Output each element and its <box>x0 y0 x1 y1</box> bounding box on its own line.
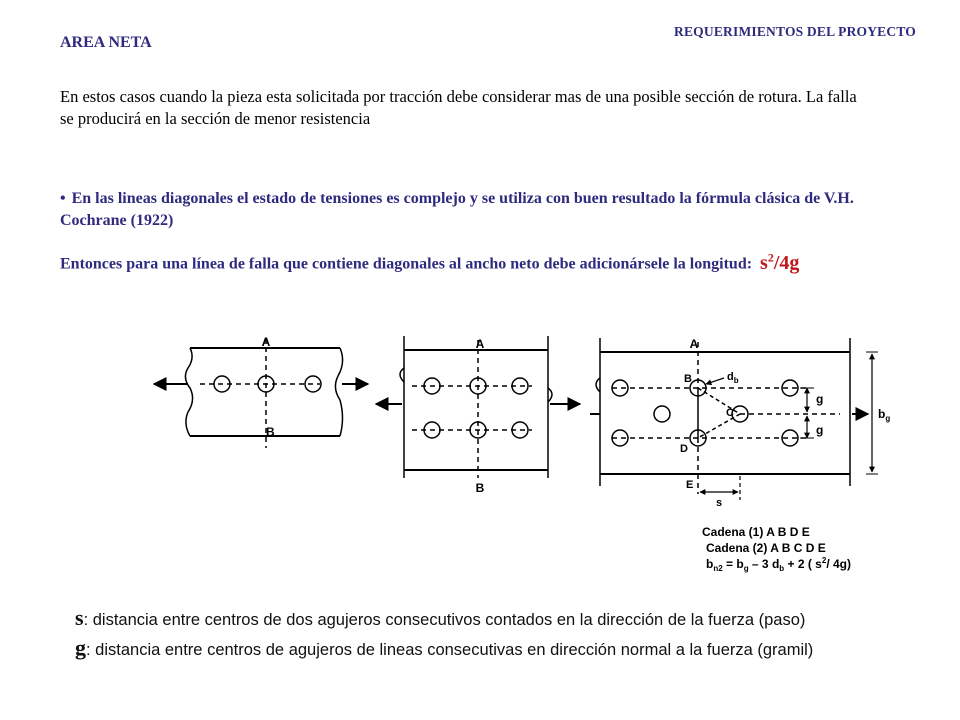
fig2-label-a: A <box>475 337 485 351</box>
fig3-label-a: A <box>689 337 699 351</box>
bullet-text: En las lineas diagonales el estado de tensiones es complejo y se utiliza con buen resultado la fórmula clásica de V.H. Cochrane (1922) <box>60 190 854 229</box>
definition-s-text: : distancia entre centros de dos agujeros consecutivos contados en la dirección de la fuerza (paso) <box>83 611 806 629</box>
formula-intro-text: Entonces para una línea de falla que contiene diagonales al ancho neto debe adicionársele la longitud: <box>60 255 753 273</box>
fig1-label-b: B <box>266 425 275 439</box>
fig2-label-b: B <box>475 481 485 495</box>
cochrane-formula <box>760 252 799 274</box>
fig3-label-bg: $b_g$ <box>878 407 890 423</box>
fig3-label-b: B <box>684 373 692 385</box>
caption-line-1: Cadena (1) A B D E <box>702 525 810 539</box>
fig3-label-d: D <box>680 443 688 455</box>
figure-1 <box>154 338 368 448</box>
caption-line-3: $b_{n2} = b_g - 3$ $d_b + 2$ ( $s^2/$ 4g) <box>706 556 851 573</box>
symbol-s: s <box>75 605 84 630</box>
fig3-label-g1: g <box>816 392 824 406</box>
bullet-point <box>60 188 880 232</box>
fig3-label-s: s <box>716 497 723 509</box>
caption-line-2: Cadena (2) A B C D E <box>706 541 826 555</box>
definition-g-text: : distancia entre centros de agujeros de lineas consecutivas en dirección normal a la fuerza (gramil) <box>86 641 814 659</box>
formula-exponent: 2 <box>767 250 774 264</box>
bullet-icon: • <box>60 190 66 207</box>
fig3-label-g2: g <box>816 423 824 437</box>
figure-2 <box>376 336 580 478</box>
fig3-label-e: E <box>686 479 694 491</box>
definition-s <box>75 605 805 631</box>
symbol-g: g <box>75 635 86 660</box>
fig3-label-c: C <box>726 407 734 419</box>
fig3-label-db: $d_b$ <box>727 371 739 385</box>
page-title: AREA NETA <box>60 34 152 51</box>
section-label: REQUERIMIENTOS DEL PROYECTO <box>674 24 916 39</box>
formula-base: s <box>760 251 768 274</box>
fig1-label-a: A <box>261 335 271 349</box>
definition-g <box>75 635 813 661</box>
formula-rest: /4g <box>773 251 800 274</box>
intro-paragraph: En estos casos cuando la pieza esta solicitada por tracción debe considerar mas de una posible sección de rotura. La falla se producirá en la sección de menor resistencia <box>60 87 857 128</box>
formula-intro <box>60 244 880 278</box>
net-area-diagram <box>150 328 890 588</box>
figure-3 <box>590 338 878 500</box>
